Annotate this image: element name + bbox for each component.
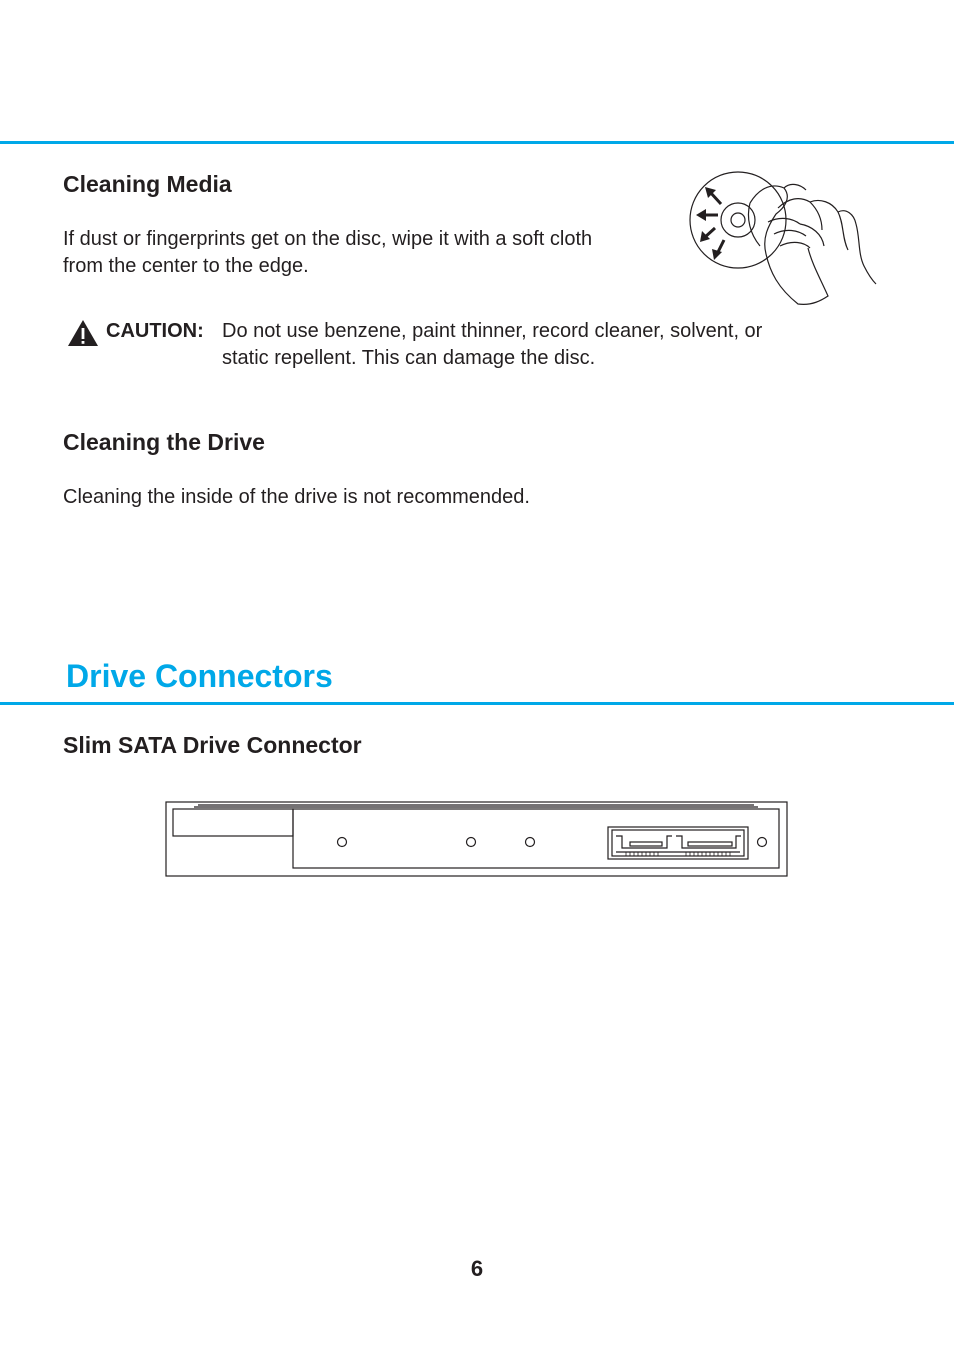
cleaning-media-heading: Cleaning Media	[63, 171, 232, 197]
caution-text-line-1: Do not use benzene, paint thinner, record cleaner, solvent, or	[222, 320, 763, 342]
slim-sata-heading: Slim SATA Drive Connector	[63, 732, 362, 758]
warning-triangle-icon	[66, 318, 100, 348]
page-number: 6	[470, 1256, 484, 1281]
cleaning-drive-text: Cleaning the inside of the drive is not recommended.	[63, 486, 530, 508]
caution-label: CAUTION:	[106, 320, 204, 342]
cleaning-media-text-line-2: from the center to the edge.	[63, 255, 309, 277]
cleaning-drive-heading: Cleaning the Drive	[63, 429, 265, 455]
hand-wiping-disc-illustration	[688, 168, 878, 310]
cleaning-media-text-line-1: If dust or fingerprints get on the disc, wipe it with a soft cloth	[63, 228, 593, 250]
drive-connectors-title: Drive Connectors	[66, 658, 333, 694]
caution-text-line-2: static repellent. This can damage the disc.	[222, 347, 596, 369]
section-divider	[0, 702, 954, 705]
top-divider	[0, 141, 954, 144]
slim-sata-connector-diagram	[164, 800, 790, 880]
